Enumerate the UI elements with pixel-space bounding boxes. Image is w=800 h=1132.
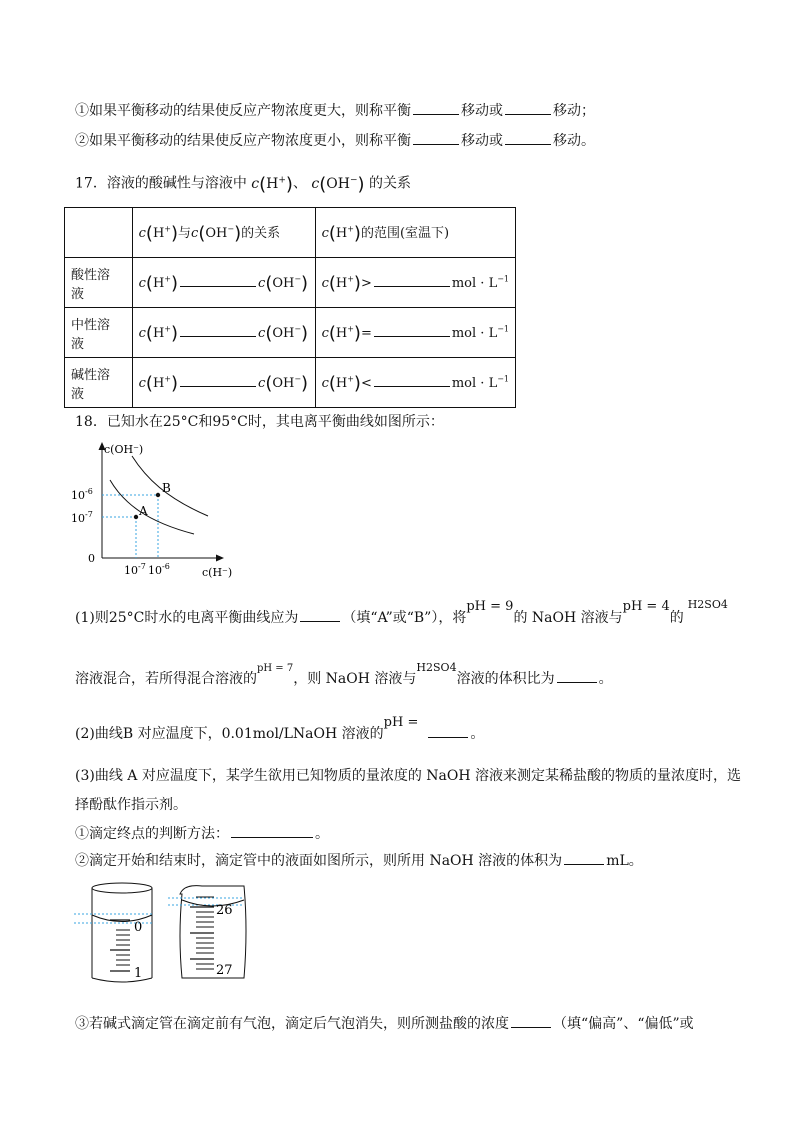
answer-blank[interactable] bbox=[374, 272, 450, 287]
question-18-1-part-b: 溶液混合，若所得混合溶液的$^{pH = 7}$，则 NaOH 溶液与$^{H2SO4}$溶液的体积比为 。 bbox=[75, 661, 613, 687]
acidity-table bbox=[64, 207, 516, 408]
burette-start-label: 1 bbox=[134, 966, 143, 981]
line2-mid: 移动或 bbox=[461, 133, 503, 149]
row-label: 中性溶 液 bbox=[65, 308, 133, 358]
burette-end-label: 27 bbox=[216, 963, 233, 978]
ph-equals: pH = bbox=[383, 715, 419, 730]
answer-blank[interactable] bbox=[413, 130, 459, 145]
row-range: c(H+)> mol · $L^{-1}$ bbox=[315, 258, 515, 308]
question-18-3-1: ①滴定终点的判断方法： 。 bbox=[75, 823, 329, 844]
answer-blank[interactable] bbox=[231, 823, 313, 838]
answer-blank[interactable] bbox=[180, 372, 256, 387]
ph-7: pH = 7 bbox=[257, 663, 294, 674]
answer-blank[interactable] bbox=[374, 322, 450, 337]
c-h-plus: c(H+) bbox=[251, 173, 293, 195]
line1-pre: ①如果平衡移动的结果使反应产物浓度更大，则称平衡 bbox=[75, 103, 411, 119]
row-relation: c(H+) c(OH−) bbox=[132, 308, 315, 358]
point-b-label: B bbox=[162, 481, 171, 495]
point-a-label: A bbox=[139, 504, 148, 518]
answer-blank[interactable] bbox=[564, 850, 604, 865]
line2-pre: ②如果平衡移动的结果使反应产物浓度更小，则称平衡 bbox=[75, 133, 411, 149]
row-label: 酸性溶 液 bbox=[65, 258, 133, 308]
ph-9: pH = 9 bbox=[466, 599, 514, 614]
burette-start-label: 0 bbox=[134, 920, 143, 935]
answer-blank[interactable] bbox=[505, 130, 551, 145]
answer-blank[interactable] bbox=[413, 100, 459, 115]
h2so4-formula: H2SO4 bbox=[416, 661, 457, 674]
x-axis-label: c(H⁻) bbox=[202, 566, 233, 579]
curve-a bbox=[110, 480, 194, 534]
line2-post: 移动。 bbox=[553, 133, 595, 149]
point-b-marker bbox=[156, 493, 160, 497]
question-18-3-line-2: 择酚酞作指示剂。 bbox=[75, 797, 187, 813]
origin-label: 0 bbox=[88, 552, 95, 565]
question-18-2: (2)曲线B 对应温度下，0.01mol/LNaOH 溶液的pH =。 bbox=[75, 715, 485, 742]
table-header-relation: c(H+)与c(OH−)的关系 bbox=[132, 208, 315, 258]
question-18-1-part-a: (1)则25°C时水的电离平衡曲线应为 （填“A”或“B”），将pH = 9的 NaOH 溶液与pH = 4的$^{H2SO4}$ bbox=[75, 598, 728, 626]
ph-4: pH = 4 bbox=[622, 599, 670, 614]
table-header-row bbox=[65, 208, 516, 258]
row-relation: c(H+) c(OH−) bbox=[132, 258, 315, 308]
answer-blank[interactable] bbox=[428, 723, 468, 738]
q17-pre: 17．溶液的酸碱性与溶液中 bbox=[75, 175, 247, 192]
ionization-curve-graph bbox=[66, 436, 246, 586]
q17-post: 的关系 bbox=[369, 175, 411, 192]
h2so4-formula: H2SO4 bbox=[687, 598, 728, 611]
question-18-3-line-1: (3)曲线 A 对应温度下，某学生欲用已知物质的量浓度的 NaOH 溶液来测定某稀盐酸的物质的量浓度时，选 bbox=[75, 768, 742, 784]
row-relation: c(H+) c(OH−) bbox=[132, 358, 315, 408]
y-tick-label: $10^{-6}$ bbox=[71, 487, 93, 502]
table-row bbox=[65, 258, 516, 308]
y-axis-label: c(OH⁻) bbox=[104, 443, 144, 456]
question-line-1 bbox=[75, 100, 595, 121]
y-tick-label: $10^{-7}$ bbox=[71, 510, 93, 525]
answer-blank[interactable] bbox=[180, 272, 256, 287]
answer-blank[interactable] bbox=[300, 607, 340, 622]
table-header-empty bbox=[65, 208, 133, 258]
question-18: 18．已知水在25°C和95°C时，其电离平衡曲线如图所示： bbox=[75, 414, 444, 430]
answer-blank[interactable] bbox=[557, 668, 597, 683]
question-17 bbox=[75, 170, 411, 195]
table-row bbox=[65, 308, 516, 358]
table-header-range: c(H+)的范围(室温下) bbox=[315, 208, 515, 258]
c-oh-minus: c(OH−) bbox=[311, 173, 365, 195]
burette-start bbox=[74, 883, 152, 982]
row-range: c(H+)= mol · $L^{-1}$ bbox=[315, 308, 515, 358]
row-label: 碱性溶 液 bbox=[65, 358, 133, 408]
burette-end bbox=[168, 886, 246, 978]
answer-blank[interactable] bbox=[180, 322, 256, 337]
answer-blank[interactable] bbox=[374, 372, 450, 387]
burette-figure bbox=[72, 880, 262, 985]
question-line-2 bbox=[75, 130, 595, 151]
row-range: c(H+)< mol · $L^{-1}$ bbox=[315, 358, 515, 408]
line1-mid: 移动或 bbox=[461, 103, 503, 119]
q17-sep: 、 bbox=[292, 175, 307, 192]
line1-post: 移动； bbox=[553, 103, 595, 119]
point-a-marker bbox=[134, 515, 138, 519]
answer-blank[interactable] bbox=[505, 100, 551, 115]
answer-blank[interactable] bbox=[511, 1013, 551, 1028]
burette-end-label: 26 bbox=[216, 903, 233, 918]
x-tick-label: $10^{-6}$ bbox=[148, 562, 170, 577]
question-18-3-3: ③若碱式滴定管在滴定前有气泡，滴定后气泡消失，则所测盐酸的浓度 （填“偏高”、“偏低”或 bbox=[75, 1013, 694, 1034]
table-row bbox=[65, 358, 516, 408]
x-axis-arrow bbox=[216, 555, 224, 562]
question-18-3-2: ②滴定开始和结束时，滴定管中的液面如图所示，则所用 NaOH 溶液的体积为 mL。 bbox=[75, 850, 643, 871]
x-tick-label: $10^{-7}$ bbox=[124, 562, 146, 577]
